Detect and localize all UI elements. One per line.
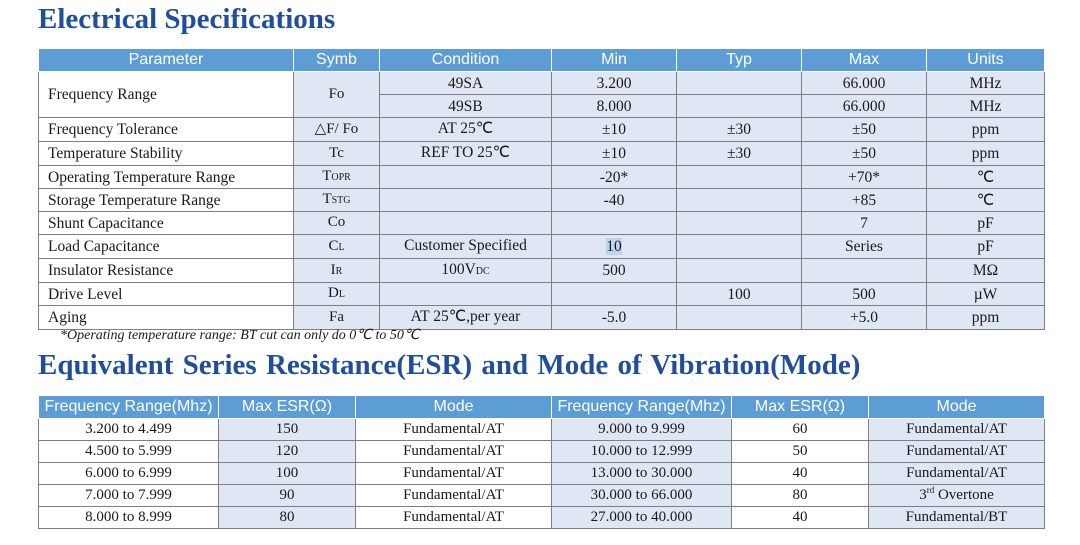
condition-cell [380,283,552,306]
typ-cell [677,72,802,95]
max-esr-cell [219,507,356,529]
esr-mode-title: Equivalent Series Resistance(ESR) and Mode of Vibration(Mode) [38,349,861,381]
cell-text: 13.000 to 30.000 [590,465,693,481]
cell-text: 80 [279,509,295,525]
frequency-range-cell [39,419,219,441]
condition-subscript: DC [475,266,490,277]
unit-cell [927,259,1045,283]
symbol-subscript: R [335,265,343,277]
param-cell [39,212,294,235]
typ-cell [677,142,802,166]
header-mode-2: Mode [869,396,1045,419]
mode-cell [356,463,552,485]
max-esr-cell [732,419,869,441]
cell-text: 80 [792,487,808,503]
mode-cell [356,441,552,463]
header-parameter: Parameter [39,49,294,72]
table-row [39,441,1045,463]
condition-cell [380,142,552,166]
max-esr-cell [732,485,869,507]
mode-cell [869,441,1045,463]
param-label: Frequency Tolerance [48,121,178,138]
cell-text: Fundamental/AT [906,443,1007,459]
min-cell [552,283,677,306]
unit-value: pF [977,238,994,255]
unit-cell [927,212,1045,235]
typ-cell [677,189,802,212]
cell-text: 9.000 to 9.999 [598,421,685,437]
max-esr-cell [732,463,869,485]
max-esr-cell [219,463,356,485]
typ-cell [677,306,802,330]
header-symbol: Symb [294,49,380,72]
typ-cell [677,212,802,235]
unit-value: µW [973,285,998,303]
cell-text: 27.000 to 40.000 [590,509,693,525]
typ-cell [677,235,802,259]
cell-text: 3.200 to 4.499 [85,421,172,437]
max-esr-cell [219,485,356,507]
symbol-text: T [322,191,332,207]
cell-text: Fundamental/AT [403,509,504,525]
cell-text: 3 [919,487,927,503]
unit-value: ppm [971,145,1000,162]
param-label: Aging [48,309,87,326]
table-row [39,212,1045,235]
frequency-range-cell [39,507,219,529]
min-value: 10 [606,238,622,255]
spec-header-row [39,49,1045,72]
typ-value: ±30 [726,145,751,162]
mode-cell [356,419,552,441]
symbol-cell [294,189,380,212]
typ-cell [677,118,802,142]
unit-cell [927,142,1045,166]
cell-text: Fundamental/BT [905,509,1008,525]
param-label: Temperature Stability [48,145,183,162]
max-cell: 66.000 [802,95,927,118]
table-row [39,485,1045,507]
table-row [39,72,1045,95]
condition-cell [380,306,552,330]
table-row [39,259,1045,283]
unit-cell: MHz [927,72,1045,95]
cell-text: 40 [792,465,808,481]
max-esr-cell [732,441,869,463]
max-value: +70* [848,168,880,186]
mode-cell [869,485,1045,507]
param-label: Operating Temperature Range [48,168,236,186]
min-value: ±10 [601,145,626,162]
symbol-cell [294,118,380,142]
max-cell [802,212,927,235]
frequency-range-cell [39,441,219,463]
param-cell [39,259,294,283]
table-row [39,463,1045,485]
condition-text: AT 25℃,per year [410,308,521,325]
header-max: Max [802,49,927,72]
min-cell: 8.000 [552,95,677,118]
min-cell [552,212,677,235]
header-max-esr-1: Max ESR(Ω) [219,396,356,419]
max-cell [802,118,927,142]
min-cell [552,142,677,166]
header-frequency-range-1: Frequency Range(Mhz) [39,396,219,419]
min-value: -20* [599,168,629,186]
electrical-specifications-table [38,48,1045,330]
param-cell [39,235,294,259]
unit-cell [927,118,1045,142]
param-label: Drive Level [48,285,123,303]
cell-text: Fundamental/AT [906,421,1007,437]
cell-text: 10.000 to 12.999 [590,443,693,459]
typ-cell [677,166,802,189]
cell-text: Fundamental/AT [403,421,504,437]
max-value: +85 [851,191,877,209]
cell-text: 50 [792,443,808,459]
header-condition: Condition [380,49,552,72]
condition-cell: 49SB [380,95,552,118]
header-typ: Typ [677,49,802,72]
unit-value: ℃ [976,168,995,186]
table-row [39,306,1045,330]
param-cell [39,189,294,212]
esr-header-row [39,396,1045,419]
min-cell [552,166,677,189]
typ-cell [677,95,802,118]
max-cell [802,283,927,306]
max-esr-cell [732,507,869,529]
typ-cell [677,283,802,306]
condition-text: AT 25℃ [437,120,494,137]
unit-cell [927,235,1045,259]
min-cell [552,306,677,330]
param-cell [39,142,294,166]
mode-cell [869,507,1045,529]
param-cell [39,166,294,189]
table-row [39,142,1045,166]
cell-text: Fundamental/AT [403,487,504,503]
unit-cell [927,283,1045,306]
table-row [39,118,1045,142]
unit-value: ℃ [976,191,995,209]
cell-text: 90 [279,487,295,503]
header-frequency-range-2: Frequency Range(Mhz) [552,396,732,419]
param-label: Load Capacitance [48,238,160,255]
typ-cell [677,259,802,283]
max-cell: 66.000 [802,72,927,95]
condition-text: Customer Specified [404,237,527,254]
typ-value: ±30 [726,121,751,138]
cell-text: 7.000 to 7.999 [85,487,172,503]
esr-mode-table [38,395,1045,529]
min-value: -5.0 [601,309,627,326]
frequency-range-cell [552,441,732,463]
cell-text: 4.500 to 5.999 [85,443,172,459]
symbol-text: Fa [329,308,344,325]
max-cell [802,235,927,259]
condition-cell [380,259,552,283]
cell-text: 8.000 to 8.999 [85,509,172,525]
param-label: Insulator Resistance [48,262,174,279]
table-row [39,189,1045,212]
header-units: Units [927,49,1045,72]
max-cell [802,142,927,166]
typ-value: 100 [727,285,751,303]
min-cell: 3.200 [552,72,677,95]
condition-cell [380,166,552,189]
unit-value: MΩ [972,262,999,279]
table-row [39,419,1045,441]
mode-cell [356,507,552,529]
mode-cell [356,485,552,507]
param-label: Shunt Capacitance [48,214,164,232]
frequency-range-cell [552,463,732,485]
condition-cell [380,212,552,235]
param-cell [39,118,294,142]
frequency-range-cell [552,485,732,507]
cell-text: Fundamental/AT [403,465,504,481]
max-value: ±50 [851,121,876,138]
min-cell [552,118,677,142]
max-esr-cell [219,441,356,463]
max-cell [802,189,927,212]
symbol-cell [294,235,380,259]
unit-cell: MHz [927,95,1045,118]
unit-cell [927,306,1045,330]
unit-cell [927,189,1045,212]
symbol-cell [294,283,380,306]
table-row [39,283,1045,306]
cell-text: 60 [792,421,808,437]
symbol-text: D [328,285,339,301]
symbol-cell [294,166,380,189]
symbol-cell [294,142,380,166]
cell-text: 30.000 to 66.000 [590,487,693,503]
mode-cell [869,419,1045,441]
max-value: 500 [852,285,876,303]
mode-superscript: rd [926,485,935,495]
table-row [39,507,1045,529]
header-max-esr-2: Max ESR(Ω) [732,396,869,419]
symbol-text: △F/ Fo [314,120,359,137]
symbol-subscript: L [338,289,345,300]
symbol-subscript: STG [331,195,351,206]
cell-text: 100 [275,465,299,481]
symbol-text: I [330,261,336,278]
cell-text: 120 [275,443,299,459]
max-value: 7 [860,214,868,232]
frequency-range-cell [39,463,219,485]
symbol-text: Tc [329,144,344,161]
cell-text: Fundamental/AT [403,443,504,459]
temperature-note: *Operating temperature range: BT cut can only do 0℃ to 50℃ [60,328,420,343]
cell-text: Fundamental/AT [906,465,1007,481]
table-row [39,166,1045,189]
condition-cell: 49SA [380,72,552,95]
symbol-text: T [322,168,332,184]
symbol-text: Co [327,214,346,230]
param-cell [39,283,294,306]
min-cell [552,235,677,259]
condition-text: REF TO 25℃ [420,144,511,161]
condition-text: 100V [441,261,476,278]
unit-value: ppm [971,309,1000,326]
cell-text: 150 [275,421,299,437]
symbol-cell: Fo [294,72,380,118]
header-min: Min [552,49,677,72]
param-label: Storage Temperature Range [48,191,221,209]
min-value: -40 [603,191,625,209]
condition-cell [380,118,552,142]
max-value: Series [845,238,883,255]
max-value: ±50 [851,145,876,162]
max-esr-cell [219,419,356,441]
electrical-specifications-title: Electrical Specifications [38,3,336,35]
symbol-subscript: OPR [331,172,351,183]
param-cell [39,306,294,330]
param-frequency-range: Frequency Range [39,72,294,118]
condition-cell [380,189,552,212]
unit-cell [927,166,1045,189]
condition-cell [380,235,552,259]
cell-text: 40 [792,509,808,525]
symbol-subscript: L [338,241,345,253]
max-value: +5.0 [849,309,879,326]
cell-text: 6.000 to 6.999 [85,465,172,481]
frequency-range-cell [552,507,732,529]
header-mode-1: Mode [356,396,552,419]
max-cell [802,306,927,330]
mode-suffix: Overtone [934,487,994,503]
frequency-range-cell [39,485,219,507]
frequency-range-cell [552,419,732,441]
unit-value: ppm [971,121,1000,138]
symbol-cell [294,306,380,330]
min-cell [552,259,677,283]
min-value: 500 [602,262,626,279]
mode-cell [869,463,1045,485]
symbol-text: C [328,237,339,254]
table-row [39,235,1045,259]
unit-value: pF [977,214,994,232]
max-cell [802,166,927,189]
max-cell [802,259,927,283]
symbol-cell [294,259,380,283]
min-cell [552,189,677,212]
symbol-cell [294,212,380,235]
min-value: ±10 [601,121,626,138]
